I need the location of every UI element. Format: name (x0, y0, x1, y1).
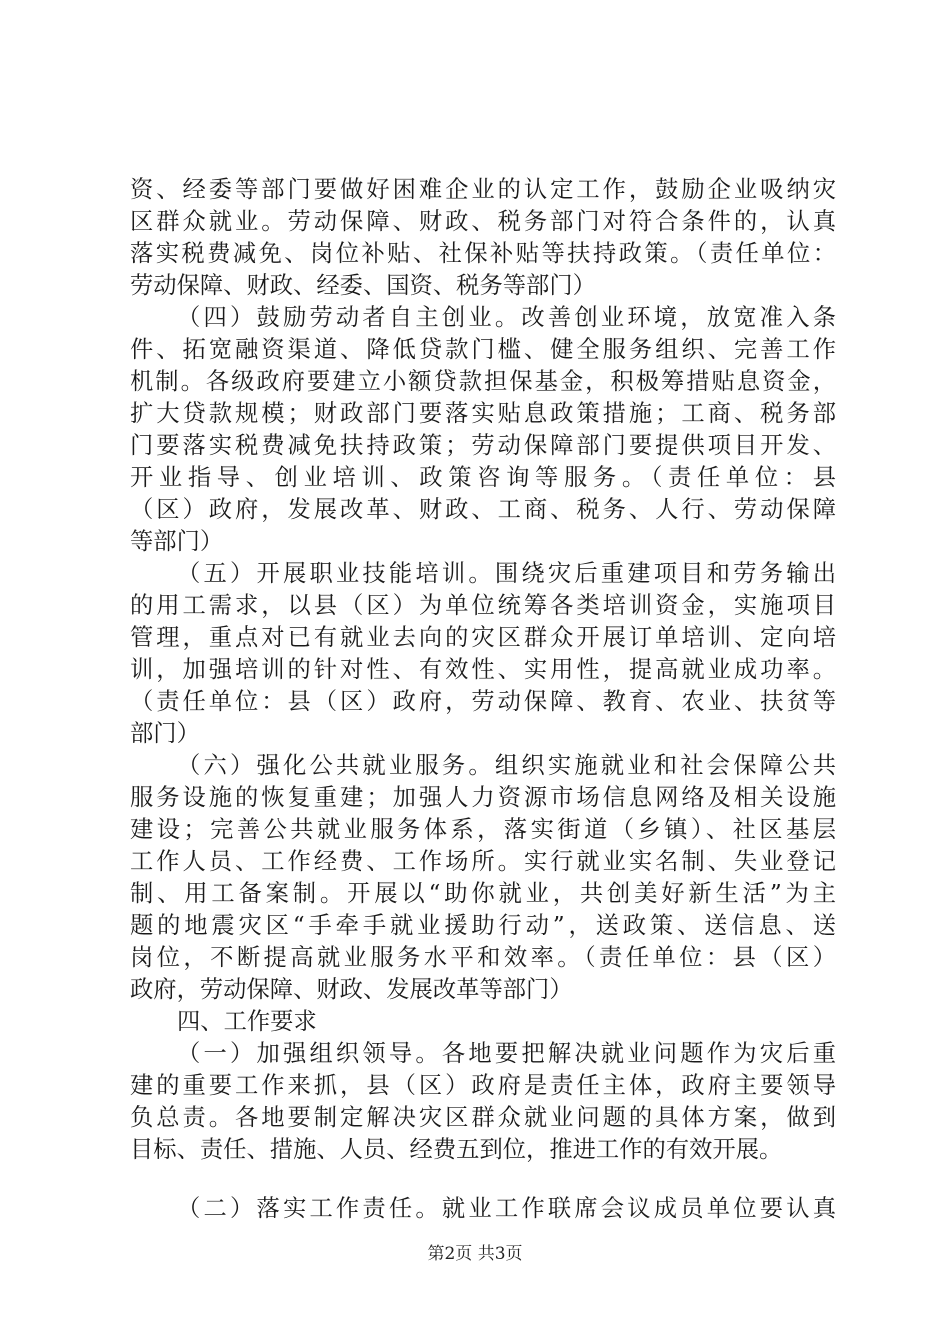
text-line: （责任单位：县（区）政府，劳动保障、教育、农业、扶贫等 (130, 688, 836, 715)
text-line: （四）鼓励劳动者自主创业。改善创业环境，放宽准入条 (177, 304, 836, 331)
text-line: 训，加强培训的针对性、有效性、实用性，提高就业成功率。 (130, 656, 836, 683)
text-line: （五）开展职业技能培训。围绕灾后重建项目和劳务输出 (177, 560, 836, 587)
text-line: （一）加强组织领导。各地要把解决就业问题作为灾后重 (177, 1040, 836, 1067)
text-line: 落实税费减免、岗位补贴、社保补贴等扶持政策。（责任单位： (130, 240, 836, 267)
text-line: 目标、责任、措施、人员、经费五到位，推进工作的有效开展。 (130, 1136, 783, 1163)
text-line: 四、工作要求 (177, 1008, 317, 1035)
text-line: 门要落实税费减免扶持政策；劳动保障部门要提供项目开发、 (130, 432, 836, 459)
text-line: 等部门） (130, 528, 224, 555)
text-line: 服务设施的恢复重建；加强人力资源市场信息网络及相关设施 (130, 784, 836, 811)
text-line: 管理，重点对已有就业去向的灾区群众开展订单培训、定向培 (130, 624, 836, 651)
text-line: 工作人员、工作经费、工作场所。实行就业实名制、失业登记 (130, 848, 836, 875)
text-line: 岗位，不断提高就业服务水平和效率。（责任单位：县（区） (130, 944, 836, 971)
text-line: （二）落实工作责任。就业工作联席会议成员单位要认真 (177, 1195, 836, 1222)
text-line: 区群众就业。劳动保障、财政、税务部门对符合条件的，认真 (130, 208, 836, 235)
text-line: 部门） (130, 720, 200, 747)
page-footer: 第2页 共3页 (427, 1244, 523, 1264)
text-line: 件、拓宽融资渠道、降低贷款门槛、健全服务组织、完善工作 (130, 336, 836, 363)
text-line: （六）强化公共就业服务。组织实施就业和社会保障公共 (177, 752, 836, 779)
text-line: 开业指导、创业培训、政策咨询等服务。（责任单位：县 (130, 464, 836, 491)
text-line: 劳动保障、财政、经委、国资、税务等部门） (130, 272, 596, 299)
text-line: 建的重要工作来抓，县（区）政府是责任主体，政府主要领导 (130, 1072, 836, 1099)
text-line: 扩大贷款规模；财政部门要落实贴息政策措施；工商、税务部 (130, 400, 836, 427)
paragraph-gap (130, 1166, 836, 1193)
text-line: （区）政府，发展改革、财政、工商、税务、人行、劳动保障 (130, 496, 836, 523)
text-line: 题的地震灾区“手牵手就业援助行动”，送政策、送信息、送 (130, 912, 836, 939)
text-line: 的用工需求，以县（区）为单位统筹各类培训资金，实施项目 (130, 592, 836, 619)
text-line: 政府，劳动保障、财政、发展改革等部门） (130, 976, 573, 1003)
text-line: 资、经委等部门要做好困难企业的认定工作，鼓励企业吸纳灾 (130, 176, 836, 203)
text-line: 负总责。各地要制定解决灾区群众就业问题的具体方案，做到 (130, 1104, 836, 1131)
text-line: 制、用工备案制。开展以“助你就业，共创美好新生活”为主 (130, 880, 836, 907)
text-line: 建设；完善公共就业服务体系，落实街道（乡镇）、社区基层 (130, 816, 836, 843)
text-line: 机制。各级政府要建立小额贷款担保基金，积极筹措贴息资金， (130, 368, 836, 395)
document-body (130, 174, 836, 1225)
